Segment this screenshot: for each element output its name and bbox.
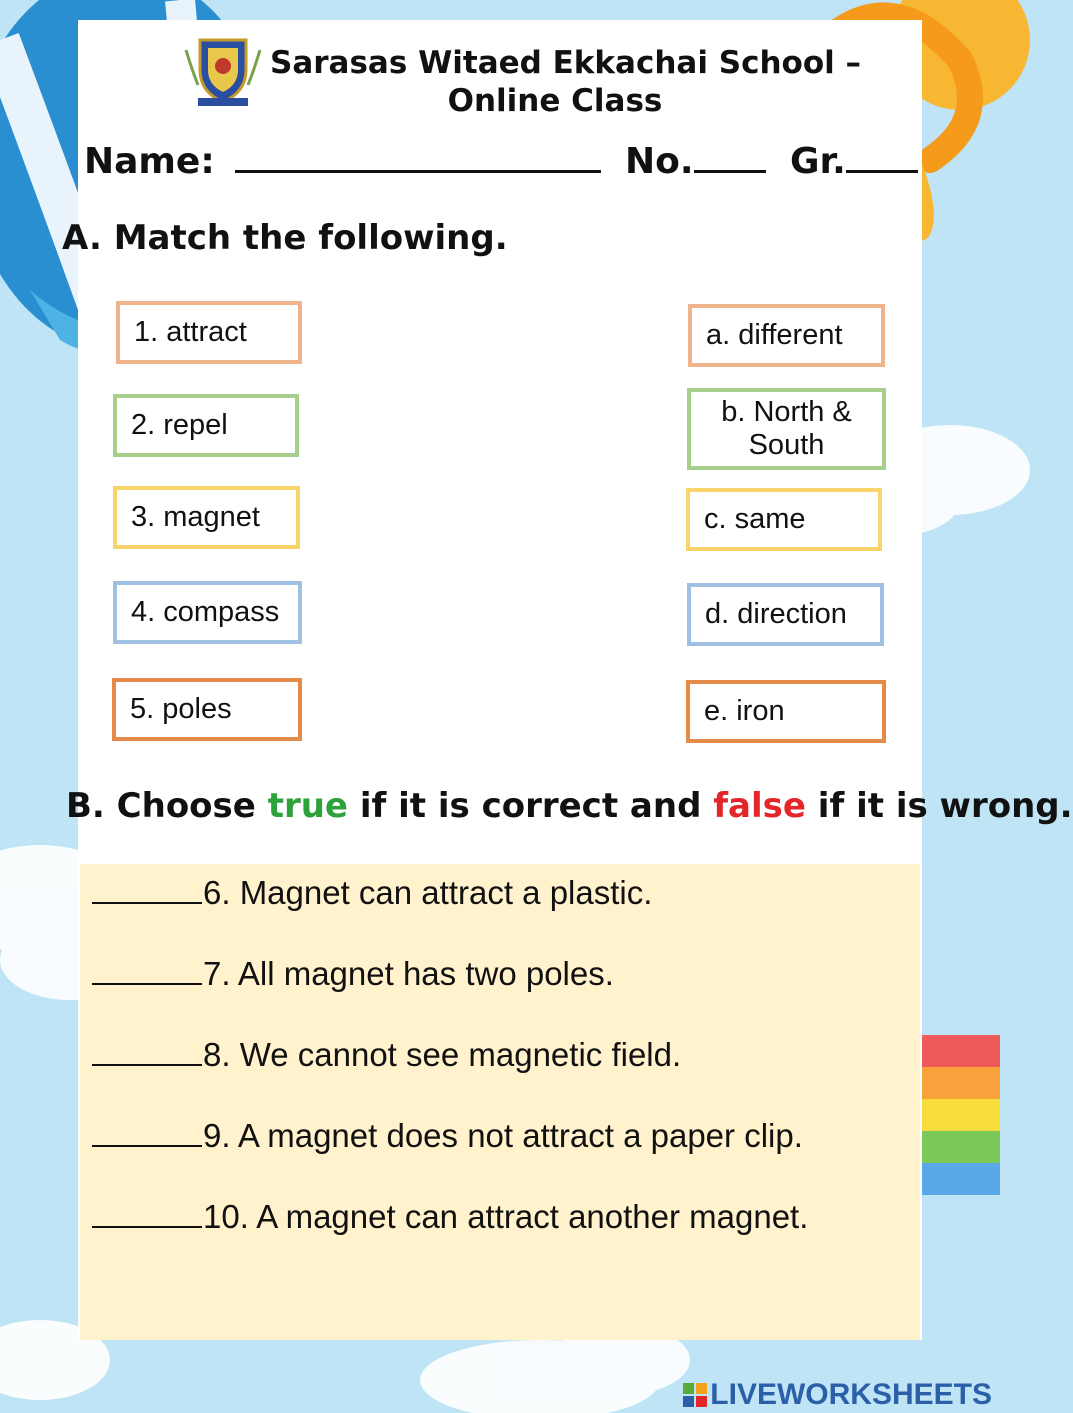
answer-blank-7[interactable] bbox=[92, 959, 202, 985]
name-input-line[interactable] bbox=[235, 140, 601, 173]
false-word: false bbox=[713, 786, 806, 826]
liveworksheets-logo-icon bbox=[683, 1383, 707, 1407]
grade-input-line[interactable] bbox=[846, 140, 918, 173]
statement-text-6: 6. Magnet can attract a plastic. bbox=[203, 874, 653, 911]
school-title-line1: Sarasas Witaed Ekkachai School – bbox=[270, 45, 862, 81]
match-left-item-3[interactable]: 3. magnet bbox=[113, 486, 300, 549]
rainbow bbox=[920, 1035, 1000, 1195]
statement-text-8: 8. We cannot see magnetic field. bbox=[203, 1036, 682, 1073]
statement-text-7: 7. All magnet has two poles. bbox=[203, 955, 614, 992]
match-left-item-4[interactable]: 4. compass bbox=[113, 581, 302, 644]
match-left-item-2[interactable]: 2. repel bbox=[113, 394, 299, 457]
section-b-title-post: if it is wrong. bbox=[805, 786, 1073, 826]
brand-text: LIVEWORKSHEETS bbox=[710, 1378, 992, 1411]
number-input-line[interactable] bbox=[694, 140, 766, 173]
school-crest-icon bbox=[180, 30, 266, 110]
liveworksheets-brand[interactable] bbox=[683, 1378, 992, 1412]
match-left-item-5[interactable]: 5. poles bbox=[112, 678, 302, 741]
true-false-panel bbox=[80, 864, 920, 1340]
statement-10 bbox=[92, 1198, 808, 1236]
true-word: true bbox=[267, 786, 348, 826]
grade-label: Gr. bbox=[790, 141, 846, 182]
answer-blank-9[interactable] bbox=[92, 1121, 202, 1147]
answer-blank-8[interactable] bbox=[92, 1040, 202, 1066]
statement-9 bbox=[92, 1117, 803, 1155]
match-right-item-b[interactable]: b. North & South bbox=[687, 388, 886, 470]
statement-7 bbox=[92, 955, 614, 993]
statement-text-10: 10. A magnet can attract another magnet. bbox=[203, 1198, 809, 1235]
number-label: No. bbox=[625, 141, 694, 182]
grade-field bbox=[790, 140, 918, 182]
match-left-item-1[interactable]: 1. attract bbox=[116, 301, 302, 364]
statement-text-9: 9. A magnet does not attract a paper clip. bbox=[203, 1117, 803, 1154]
name-label: Name: bbox=[84, 141, 215, 182]
match-right-item-a[interactable]: a. different bbox=[688, 304, 885, 367]
answer-blank-10[interactable] bbox=[92, 1202, 202, 1228]
section-b-title-mid: if it is correct and bbox=[347, 786, 714, 826]
school-title-line2: Online Class bbox=[447, 83, 663, 119]
section-a-title: A. Match the following. bbox=[62, 218, 508, 258]
match-right-item-d[interactable]: d. direction bbox=[687, 583, 884, 646]
section-b-title bbox=[66, 786, 1073, 826]
statement-8 bbox=[92, 1036, 681, 1074]
answer-blank-6[interactable] bbox=[92, 878, 202, 904]
statement-6 bbox=[92, 874, 652, 912]
name-field bbox=[84, 140, 601, 182]
school-title bbox=[270, 44, 862, 120]
section-b-title-pre: B. Choose bbox=[66, 786, 268, 826]
match-right-item-e[interactable]: e. iron bbox=[686, 680, 886, 743]
number-field bbox=[625, 140, 766, 182]
match-right-item-c[interactable]: c. same bbox=[686, 488, 882, 551]
